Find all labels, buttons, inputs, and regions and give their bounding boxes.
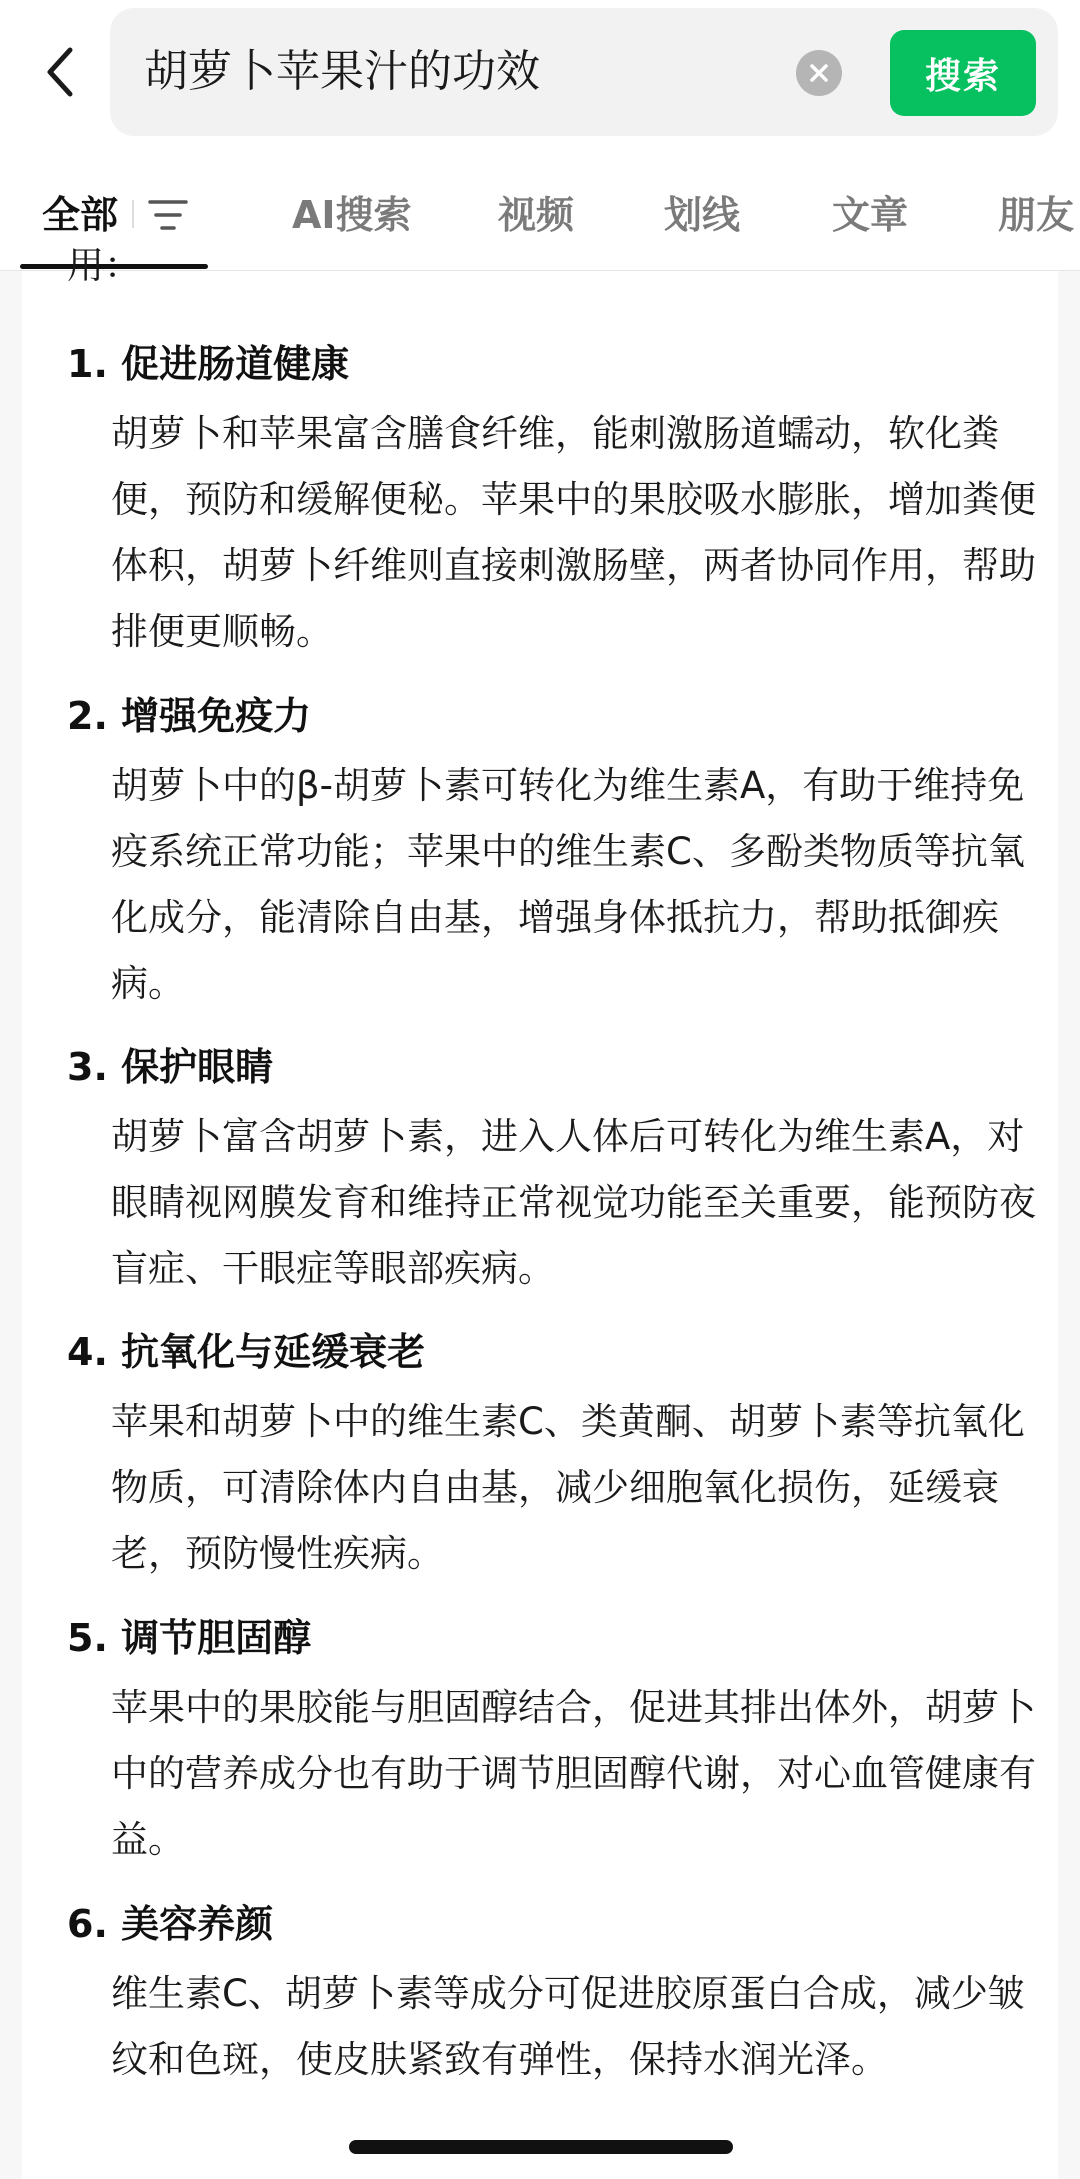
item-body: 维生素C、胡萝卜素等成分可促进胶原蛋白合成，减少皱纹和色斑，使皮肤紧致有弹性，保持水润光泽。	[111, 1972, 1025, 2081]
item-title: 3. 保护眼睛	[67, 1045, 274, 1089]
tab-friends[interactable]: 朋友	[998, 193, 1075, 237]
search-button[interactable]: 搜索	[890, 30, 1036, 116]
ai-answer-card	[22, 244, 1058, 2179]
item-body: 苹果中的果胶能与胆固醇结合，促进其排出体外，胡萝卜中的营养成分也有助于调节胆固醇代谢，对心血管健康有益。	[111, 1686, 1036, 1861]
home-indicator[interactable]	[349, 2140, 733, 2154]
item-body: 苹果和胡萝卜中的维生素C、类黄酮、胡萝卜素等抗氧化物质，可清除体内自由基，减少细胞氧化损伤，延缓衰老，预防慢性疾病。	[111, 1400, 1025, 1575]
tab-all[interactable]: 全部	[42, 193, 119, 237]
clear-circle-icon	[808, 62, 830, 84]
tab-divider	[132, 200, 134, 228]
tab-articles[interactable]: 文章	[832, 193, 909, 237]
search-box[interactable]	[110, 8, 1058, 136]
item-title: 2. 增强免疫力	[67, 694, 312, 738]
item-title: 6. 美容养颜	[67, 1902, 274, 1946]
item-title: 5. 调节胆固醇	[67, 1616, 312, 1660]
item-body: 胡萝卜和苹果富含膳食纤维，能刺激肠道蠕动，软化粪便，预防和缓解便秘。苹果中的果胶吸水膨胀，增加粪便体积，胡萝卜纤维则直接刺激肠壁，两者协同作用，帮助排便更顺畅。	[111, 412, 1036, 653]
results-area	[0, 244, 1080, 2179]
truncated-text: 用：	[67, 244, 141, 287]
tab-ai-search[interactable]: AI搜索	[292, 193, 412, 237]
item-body: 胡萝卜中的β-胡萝卜素可转化为维生素A，有助于维持免疫系统正常功能；苹果中的维生素C、多酚类物质等抗氧化成分，能清除自由基，增强身体抵抗力，帮助抵御疾病。	[111, 764, 1025, 1005]
chevron-left-icon	[40, 40, 80, 104]
item-body: 胡萝卜富含胡萝卜素，进入人体后可转化为维生素A，对眼睛视网膜发育和维持正常视觉功能至关重要，能预防夜盲症、干眼症等眼部疾病。	[111, 1115, 1036, 1290]
clear-button[interactable]	[796, 50, 842, 96]
category-tabs	[0, 160, 1080, 271]
search-input[interactable]: 胡萝卜苹果汁的功效	[144, 46, 540, 97]
item-title: 4. 抗氧化与延缓衰老	[67, 1330, 426, 1374]
item-title: 1. 促进肠道健康	[67, 342, 350, 386]
tab-video[interactable]: 视频	[498, 193, 575, 237]
filter-icon[interactable]	[148, 196, 188, 234]
back-button[interactable]	[32, 36, 88, 108]
search-header	[0, 0, 1080, 160]
tab-highlights[interactable]: 划线	[664, 193, 741, 237]
